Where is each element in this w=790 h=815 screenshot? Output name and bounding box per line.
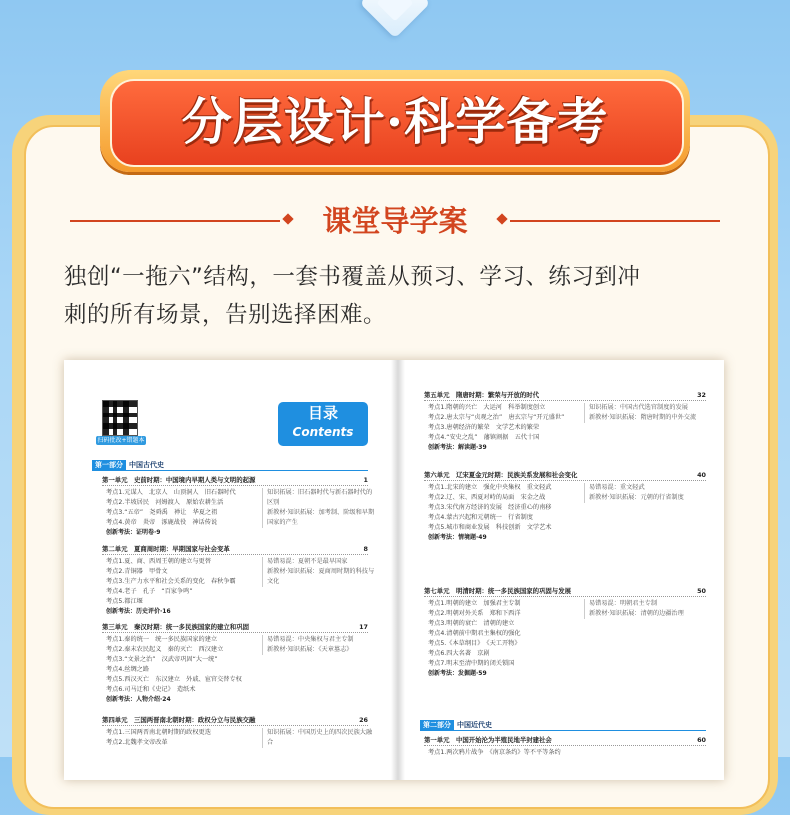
divider-line bbox=[70, 220, 280, 222]
part-name: 中国近代史 bbox=[457, 721, 492, 729]
divider-line bbox=[510, 220, 720, 222]
part-heading bbox=[92, 460, 368, 471]
unit-page: 32 bbox=[697, 391, 706, 399]
unit-title-text: 第六单元 辽宋夏金元时期：民族关系发展和社会变化 bbox=[424, 471, 578, 479]
topic-item: 考点2.辽、宋、西夏对峙的局面 宋金之战 bbox=[428, 494, 546, 501]
topic-list bbox=[428, 403, 578, 453]
topic-item: 考点2.北魏孝文帝改革 bbox=[106, 739, 168, 746]
topic-item: 考点3.生产力水平和社会关系的变化 春秋争霸 bbox=[106, 578, 236, 585]
note-item: 新教材·知识拓展：隋唐时期的中外交流 bbox=[589, 414, 697, 421]
unit-title bbox=[102, 475, 368, 486]
note-item: 易错易混：夏朝不是最早国家 bbox=[267, 558, 348, 565]
topic-list bbox=[106, 488, 256, 538]
book-gutter bbox=[391, 360, 405, 780]
unit-title bbox=[424, 470, 706, 481]
notes-column bbox=[584, 403, 699, 423]
unit-page: 17 bbox=[359, 623, 368, 631]
note-item: 知识拓展：中国历史上的四次民族大融合 bbox=[267, 729, 373, 746]
notes-column bbox=[262, 557, 377, 587]
unit-title-text: 第七单元 明清时期：统一多民族国家的巩固与发展 bbox=[424, 587, 571, 595]
innovation-item: 创新考法：历史评价·16 bbox=[106, 608, 171, 615]
topic-item: 考点4.老子 孔子 “百家争鸣” bbox=[106, 588, 193, 595]
topic-item: 考点4.丝绸之路 bbox=[106, 666, 150, 673]
topic-item: 考点3.唐朝经济的繁荣 文学艺术的繁荣 bbox=[428, 424, 540, 431]
note-item: 新教材·知识拓展：《天章墓志》 bbox=[267, 646, 353, 653]
unit-title bbox=[424, 735, 706, 746]
topic-list bbox=[106, 635, 256, 705]
unit-title bbox=[424, 390, 706, 401]
note-item: 知识拓展：中国古代选官制度的发展 bbox=[589, 404, 688, 411]
book-right-page bbox=[410, 360, 716, 780]
notes-column bbox=[584, 483, 699, 503]
toc-title-cn: 目录 bbox=[307, 404, 338, 422]
part-tag: 第一部分 bbox=[92, 460, 126, 470]
topic-item: 考点4.“安史之乱” 藩镇割据 五代十国 bbox=[428, 434, 540, 441]
topic-item: 考点1.明朝的建立 加强君主专制 bbox=[428, 600, 521, 607]
unit-page: 26 bbox=[359, 716, 368, 724]
unit-title-text: 第一单元 中国开始沦为半殖民地半封建社会 bbox=[424, 736, 552, 744]
note-item: 新教材·知识拓展：元朝的行省制度 bbox=[589, 494, 684, 501]
part-name: 中国古代史 bbox=[129, 461, 164, 469]
note-item: 新教材·知识拓展：夏商周时期的科技与文化 bbox=[267, 568, 375, 585]
note-item: 新教材·知识拓展：加考制、阶级和早期国家的产生 bbox=[267, 509, 375, 526]
notes-column bbox=[584, 599, 699, 619]
note-item: 易错易混：中央集权与君主专制 bbox=[267, 636, 354, 643]
topic-item: 考点3.“文景之治” 汉武帝巩固“大一统” bbox=[106, 656, 218, 663]
page-title: 分层设计·科学备考 bbox=[181, 92, 609, 151]
qr-label: 扫码批改+错题本 bbox=[97, 437, 145, 444]
part-heading bbox=[420, 720, 706, 731]
notes-column bbox=[262, 488, 377, 528]
topic-item: 考点5.都江堰 bbox=[106, 598, 143, 605]
part-tag: 第二部分 bbox=[420, 720, 454, 730]
topic-item: 考点7.明末至清中期的闭关锁国 bbox=[428, 660, 515, 667]
topic-item: 考点1.北宋的建立 强化中央集权 重文轻武 bbox=[428, 484, 552, 491]
topic-item: 考点2.秦末农民起义 秦的灭亡 西汉建立 bbox=[106, 646, 224, 653]
unit-title bbox=[102, 544, 368, 555]
note-item: 新教材·知识拓展：清朝的边疆治理 bbox=[589, 610, 684, 617]
unit-page: 60 bbox=[697, 736, 706, 744]
topic-item: 考点4.清朝前中期君主集权的强化 bbox=[428, 630, 521, 637]
topic-item: 考点3.宋代南方经济的发展 经济重心的南移 bbox=[428, 504, 552, 511]
topic-item: 考点6.司马迁和《史记》 造纸术 bbox=[106, 686, 196, 693]
topic-item: 考点1.元谋人 北京人 山顶洞人 旧石器时代 bbox=[106, 489, 236, 496]
diamond-bullet-icon bbox=[496, 213, 507, 224]
description-line: 刺的所有场景，告别选择困难。 bbox=[64, 302, 387, 328]
book-left-page bbox=[72, 360, 384, 780]
unit-title-text: 第四单元 三国两晋南北朝时期：政权分立与民族交融 bbox=[102, 716, 256, 724]
topic-item: 考点1.夏、商、西周王朝的建立与更替 bbox=[106, 558, 211, 565]
topic-list bbox=[428, 599, 578, 679]
unit-title-text: 第二单元 夏商周时期：早期国家与社会变革 bbox=[102, 545, 230, 553]
topic-item: 考点1.秦的统一 统一多民族国家的建立 bbox=[106, 636, 218, 643]
topic-item: 考点1.隋朝的兴亡 大运河 科举制度创立 bbox=[428, 404, 546, 411]
notes-column bbox=[262, 728, 377, 748]
innovation-item: 创新考法：发掘题·59 bbox=[428, 670, 487, 677]
unit-title-text: 第一单元 史前时期：中国境内早期人类与文明的起源 bbox=[102, 476, 256, 484]
innovation-item: 创新考法：人物介绍·24 bbox=[106, 696, 171, 703]
description-line: 独创“一拖六”结构，一套书覆盖从预习、学习、练习到冲 bbox=[64, 264, 641, 290]
topic-item: 考点5.西汉灭亡 东汉建立 外戚、宦官交替专权 bbox=[106, 676, 242, 683]
topic-item: 考点1.三国两晋南北朝时期的政权更迭 bbox=[106, 729, 211, 736]
unit-title bbox=[424, 586, 706, 597]
topic-item: 考点5.《本草纲目》 《天工开物》 bbox=[428, 640, 521, 647]
unit-title bbox=[102, 715, 368, 726]
topic-item: 考点1.两次鸦片战争 《南京条约》等不平等条约 bbox=[428, 749, 561, 756]
decorative-diamond bbox=[360, 0, 431, 38]
unit-title-text: 第五单元 隋唐时期：繁荣与开放的时代 bbox=[424, 391, 540, 399]
topic-item: 考点3.“五帝” 尧舜禹 禅让 华夏之祖 bbox=[106, 509, 218, 516]
unit-page: 40 bbox=[697, 471, 706, 479]
note-item: 知识拓展：旧石器时代与新石器时代的区别 bbox=[267, 489, 373, 506]
note-item: 易错易混：明朝君主专制 bbox=[589, 600, 658, 607]
topic-list bbox=[106, 557, 256, 617]
innovation-item: 创新考法：解读题·39 bbox=[428, 444, 487, 451]
topic-list bbox=[106, 728, 256, 748]
section-subtitle: 课堂导学案 bbox=[322, 204, 468, 238]
unit-page: 1 bbox=[363, 476, 368, 484]
unit-page: 50 bbox=[697, 587, 706, 595]
book-preview bbox=[64, 360, 724, 780]
description bbox=[64, 258, 734, 334]
qr-code-icon bbox=[102, 400, 138, 436]
toc-title-box bbox=[278, 402, 368, 446]
topic-item: 考点4.蒙古兴起和元朝统一 行省制度 bbox=[428, 514, 533, 521]
subtitle-row bbox=[70, 198, 720, 244]
innovation-item: 创新考法：情境题·49 bbox=[428, 534, 487, 541]
unit-page: 8 bbox=[363, 545, 368, 553]
topic-list bbox=[428, 483, 578, 543]
topic-item: 考点2.唐太宗与“贞观之治” 唐玄宗与“开元盛世” bbox=[428, 414, 565, 421]
unit-title-text: 第三单元 秦汉时期：统一多民族国家的建立和巩固 bbox=[102, 623, 249, 631]
topic-item: 考点4.黄帝 炎帝 涿鹿战役 神话传说 bbox=[106, 519, 218, 526]
toc-title-en: Contents bbox=[292, 425, 354, 439]
innovation-item: 创新考法：证明卷·9 bbox=[106, 529, 161, 536]
notes-column bbox=[262, 635, 377, 655]
unit-title bbox=[102, 622, 368, 633]
topic-item: 考点2.半坡居民 河姆渡人 原始农耕生活 bbox=[106, 499, 224, 506]
diamond-bullet-icon bbox=[282, 213, 293, 224]
topic-item: 考点2.明朝对外关系 郑和下西洋 bbox=[428, 610, 521, 617]
topic-item: 考点6.四大名著 京剧 bbox=[428, 650, 490, 657]
topic-item: 考点3.明朝的衰亡 清朝的建立 bbox=[428, 620, 515, 627]
topic-item: 考点2.青铜器 甲骨文 bbox=[106, 568, 168, 575]
note-item: 易错易混：重文轻武 bbox=[589, 484, 645, 491]
topic-item: 考点5.城市和商业发展 科技创新 文学艺术 bbox=[428, 524, 552, 531]
